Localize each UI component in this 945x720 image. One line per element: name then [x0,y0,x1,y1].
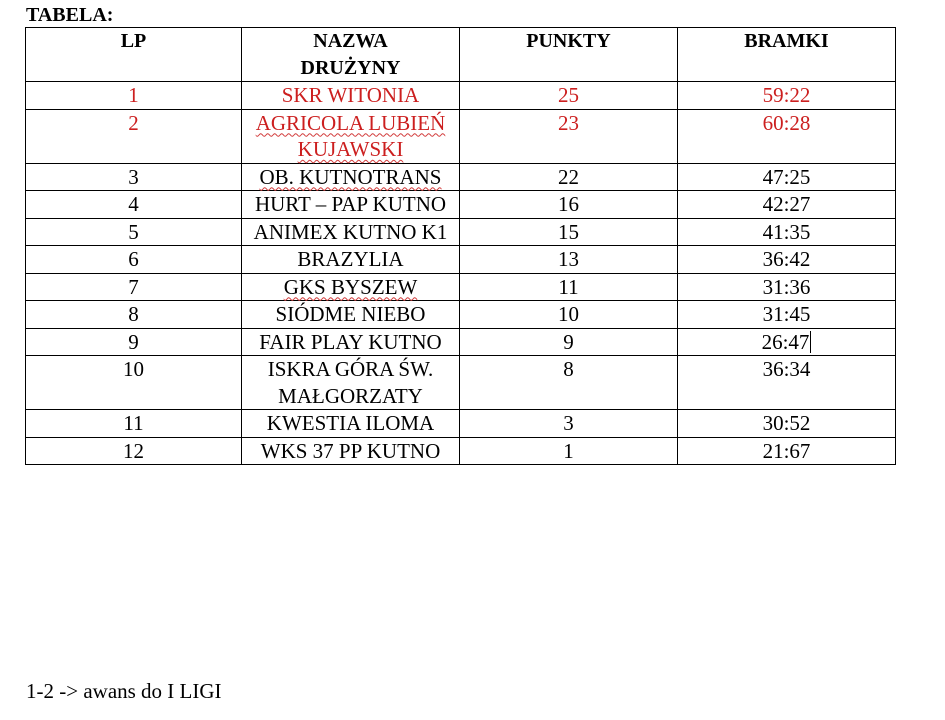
goals-cell: 47:25 [678,163,896,191]
table-row [26,246,896,274]
table-row [26,163,896,191]
goals-cell: 36:42 [678,246,896,274]
goals-cell: 60:28 [678,109,896,163]
goals-cell: 42:27 [678,191,896,219]
team-name-cell: WKS 37 PP KUTNO [242,437,460,465]
table-row [26,109,896,163]
team-name-cell [242,273,460,301]
team-name-header-line2: DRUŻYNY [300,56,401,79]
team-name-cell: FAIR PLAY KUTNO [242,328,460,356]
position-cell: 5 [26,218,242,246]
team-name-cell: HURT – PAP KUTNO [242,191,460,219]
team-name-cell: SKR WITONIA [242,82,460,110]
goals-cell [678,328,896,356]
team-name-text: OB. KUTNOTRANS [259,164,442,189]
team-name-cell: BRAZYLIA [242,246,460,274]
table-row [26,273,896,301]
column-header-goals: BRAMKI [678,28,896,82]
position-cell: 8 [26,301,242,329]
column-header-team-name [242,28,460,82]
league-table [25,27,896,465]
goals-cell: 30:52 [678,410,896,438]
team-name-cell: KWESTIA ILOMA [242,410,460,438]
position-cell: 7 [26,273,242,301]
position-cell: 6 [26,246,242,274]
points-cell: 3 [460,410,678,438]
points-cell: 1 [460,437,678,465]
table-heading: TABELA: [26,4,114,26]
position-cell: 2 [26,109,242,163]
position-cell: 9 [26,328,242,356]
goals-cell: 36:34 [678,356,896,410]
table-row [26,301,896,329]
team-name-cell: ANIMEX KUTNO K1 [242,218,460,246]
points-cell: 13 [460,246,678,274]
table-row [26,328,896,356]
table-row [26,410,896,438]
points-cell: 16 [460,191,678,219]
text-cursor [810,331,811,353]
points-cell: 15 [460,218,678,246]
goals-cell: 41:35 [678,218,896,246]
table-row [26,437,896,465]
column-header-lp: LP [26,28,242,82]
position-cell: 3 [26,163,242,191]
points-cell: 25 [460,82,678,110]
table-row [26,191,896,219]
team-name-cell [242,163,460,191]
position-cell: 4 [26,191,242,219]
table-row [26,218,896,246]
table-row [26,356,896,410]
team-name-cell: SIÓDME NIEBO [242,301,460,329]
position-cell: 1 [26,82,242,110]
points-cell: 22 [460,163,678,191]
points-cell: 8 [460,356,678,410]
team-name-cell [242,109,460,163]
goals-text: 26:47 [761,329,810,354]
points-cell: 23 [460,109,678,163]
goals-cell: 21:67 [678,437,896,465]
promotion-note: 1-2 -> awans do I LIGI [26,679,222,703]
points-cell: 11 [460,273,678,301]
goals-cell: 59:22 [678,82,896,110]
team-name-text: GKS BYSZEW [283,274,418,299]
column-header-points: PUNKTY [460,28,678,82]
position-cell: 11 [26,410,242,438]
points-cell: 10 [460,301,678,329]
team-name-header-line1: NAZWA [313,30,388,52]
points-cell: 9 [460,328,678,356]
position-cell: 12 [26,437,242,465]
position-cell: 10 [26,356,242,410]
team-name-cell: ISKRA GÓRA ŚW. MAŁGORZATY [242,356,460,410]
team-name-text: AGRICOLA LUBIEŃ KUJAWSKI [255,110,446,161]
goals-cell: 31:45 [678,301,896,329]
goals-cell: 31:36 [678,273,896,301]
table-row [26,82,896,110]
table-header-row [26,28,896,82]
